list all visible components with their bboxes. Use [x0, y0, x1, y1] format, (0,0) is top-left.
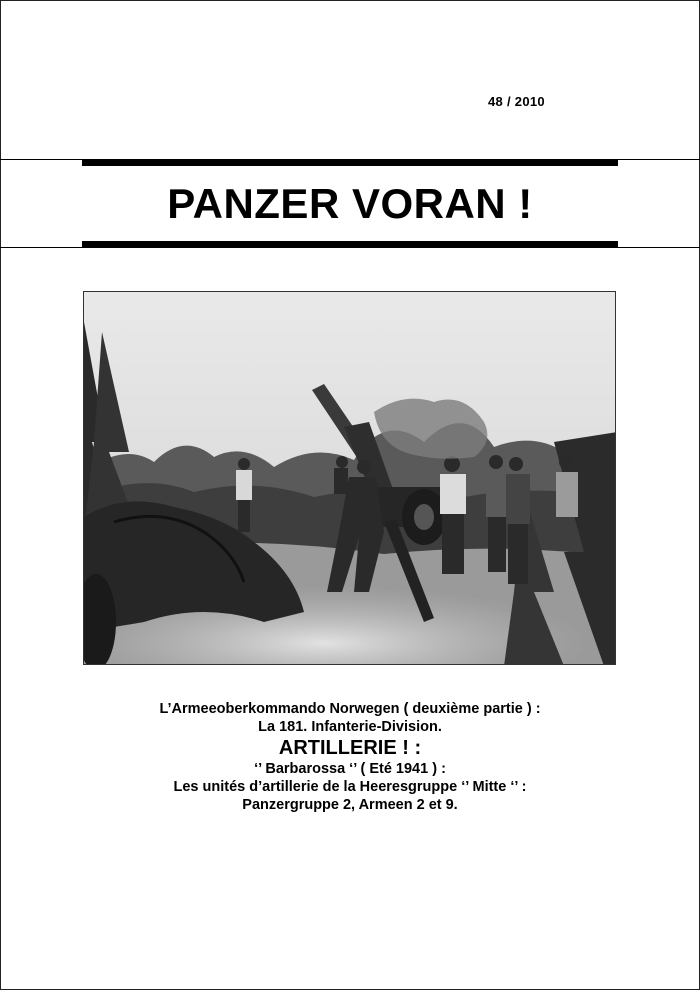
caption-headline: ARTILLERIE ! :	[278, 737, 422, 759]
cover-photo	[83, 291, 616, 665]
caption-line-3: ‘’ Barbarossa ‘’ ( Eté 1941 ) :	[254, 761, 446, 777]
magazine-title: PANZER VORAN !	[167, 180, 533, 227]
caption-line-2: La 181. Infanterie-Division.	[258, 719, 442, 735]
title-band-bottom-rule	[0, 247, 700, 248]
cover-caption	[0, 700, 700, 814]
issue-number: 48 / 2010	[488, 94, 545, 109]
caption-line-5: Panzergruppe 2, Armeen 2 et 9.	[242, 797, 458, 813]
caption-line-1: L’Armeeoberkommando Norwegen ( deuxième partie ) :	[159, 701, 541, 717]
caption-line-4: Les unités d’artillerie de la Heeresgruppe ‘’ Mitte ‘’ :	[173, 779, 527, 795]
title-band-top-bar	[82, 160, 618, 166]
